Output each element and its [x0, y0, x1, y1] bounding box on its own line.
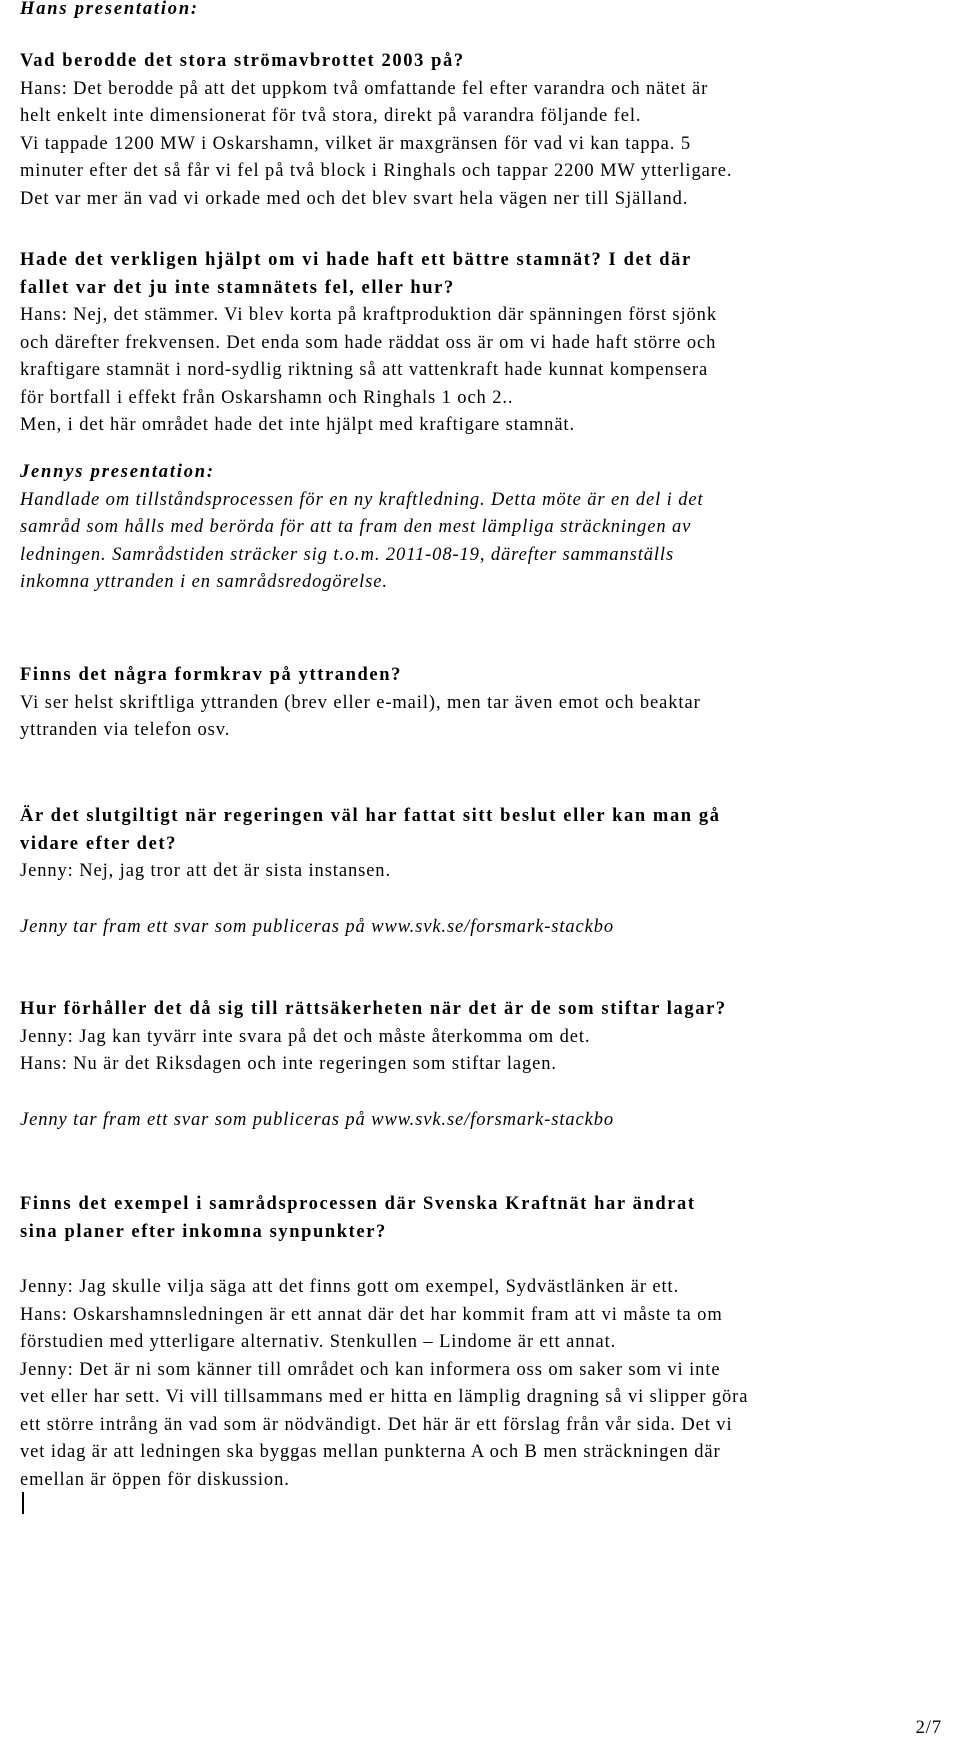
- question-rattsakerhet: Hur förhåller det då sig till rättsäkerheten när det är de som stiftar lagar?: [20, 999, 727, 1019]
- answer-line: Jenny: Nej, jag tror att det är sista instansen.: [20, 861, 391, 881]
- answer-line: ett större intrång än vad som är nödvändigt. Det här är ett förslag från vår sida. Det vi: [20, 1414, 733, 1435]
- answer-line: Jenny: Jag skulle vilja säga att det finns gott om exempel, Sydvästlänken är ett.: [20, 1277, 680, 1297]
- question-formkrav: Finns det några formkrav på yttranden?: [20, 665, 402, 685]
- followup-note: Jenny tar fram ett svar som publiceras på www.svk.se/forsmark-stackbo: [20, 1110, 615, 1130]
- intro-line: samråd som hålls med berörda för att ta fram den mest lämpliga sträckningen av: [20, 517, 692, 537]
- question-stamnat-line: fallet var det ju inte stamnätets fel, eller hur?: [20, 277, 455, 298]
- answer-line: vet idag är att ledningen ska byggas mellan punkterna A och B men sträckningen där: [20, 1442, 721, 1462]
- note-block: [20, 914, 945, 942]
- question-exempel-line: Finns det exempel i samrådsprocessen där Svenska Kraftnät har ändrat: [20, 1194, 696, 1214]
- answer-line: för bortfall i effekt från Oskarshamn och Ringhals 1 och 2..: [20, 387, 514, 408]
- answer-line: och därefter frekvensen. Det enda som hade räddat oss är om vi hade haft större och: [20, 332, 717, 353]
- answer-line: Vi ser helst skriftliga yttranden (brev eller e-mail), men tar även emot och beaktar: [20, 692, 701, 713]
- qa-stamnat: [20, 247, 945, 440]
- answer-line: Jenny: Jag kan tyvärr inte svara på det och måste återkomma om det.: [20, 1026, 591, 1047]
- answer-line: kraftigare stamnät i nord-sydlig riktning så att vattenkraft hade kunnat kompensera: [20, 360, 709, 380]
- hans-heading: Hans presentation:: [20, 0, 199, 19]
- qa-formkrav: [20, 662, 945, 745]
- note-block: [20, 1107, 945, 1135]
- answer-line: Men, i det här området hade det inte hjälpt med kraftigare stamnät.: [20, 415, 575, 435]
- intro-line: inkomna yttranden i en samrådsredogörelse.: [20, 572, 388, 592]
- intro-line: ledningen. Samrådstiden sträcker sig t.o.m. 2011-08-19, därefter sammanställs: [20, 544, 675, 565]
- answer-line: helt enkelt inte dimensionerat för två stora, direkt på varandra följande fel.: [20, 106, 642, 126]
- answer-line: Hans: Nej, det stämmer. Vi blev korta på kraftproduktion där spänningen först sjönk: [20, 305, 717, 325]
- question-stamnat-line: Hade det verkligen hjälpt om vi hade haft ett bättre stamnät? I det där: [20, 250, 692, 270]
- intro-line: Handlade om tillståndsprocessen för en ny kraftledning. Detta möte är en del i det: [20, 489, 704, 510]
- answer-line: Det var mer än vad vi orkade med och det blev svart hela vägen ner till Själland.: [20, 188, 689, 209]
- followup-note: Jenny tar fram ett svar som publiceras på www.svk.se/forsmark-stackbo: [20, 917, 615, 937]
- qa-rattsakerhet: [20, 996, 945, 1079]
- answer-line: yttranden via telefon osv.: [20, 720, 231, 740]
- jenny-heading: Jennys presentation:: [20, 462, 215, 482]
- answer-line: vet eller har sett. Vi vill tillsammans med er hitta en lämplig dragning så vi slipper göra: [20, 1387, 749, 1407]
- answer-line: förstudien med ytterligare alternativ. Stenkullen – Lindome är ett annat.: [20, 1332, 617, 1352]
- qa-exempel: [20, 1191, 945, 1246]
- answer-exempel: [20, 1274, 945, 1494]
- answer-line: Hans: Oskarshamnsledningen är ett annat där det har kommit fram att vi måste ta om: [20, 1304, 723, 1325]
- question-exempel-line: sina planer efter inkomna synpunkter?: [20, 1221, 387, 1242]
- text-cursor: [22, 1492, 24, 1514]
- hans-section-heading: [20, 0, 945, 24]
- jenny-section: [20, 459, 945, 597]
- answer-line: emellan är öppen för diskussion.: [20, 1469, 290, 1490]
- answer-line: Vi tappade 1200 MW i Oskarshamn, vilket är maxgränsen för vad vi kan tappa. 5: [20, 133, 691, 154]
- answer-line: Hans: Nu är det Riksdagen och inte regeringen som stiftar lagen.: [20, 1054, 557, 1074]
- question-regeringen-line: vidare efter det?: [20, 833, 177, 854]
- question-blackout: Vad berodde det stora strömavbrottet 2003 på?: [20, 51, 465, 71]
- answer-line: Jenny: Det är ni som känner till området och kan informera oss om saker som vi inte: [20, 1359, 721, 1380]
- question-regeringen-line: Är det slutgiltigt när regeringen väl har fattat sitt beslut eller kan man gå: [20, 806, 721, 826]
- answer-line: minuter efter det så får vi fel på två block i Ringhals och tappar 2200 MW ytterligare.: [20, 161, 733, 181]
- answer-line: Hans: Det berodde på att det uppkom två omfattande fel efter varandra och nätet är: [20, 78, 709, 99]
- qa-blackout: [20, 48, 945, 213]
- qa-regeringen: [20, 803, 945, 886]
- page-number: 2/7: [915, 1718, 942, 1738]
